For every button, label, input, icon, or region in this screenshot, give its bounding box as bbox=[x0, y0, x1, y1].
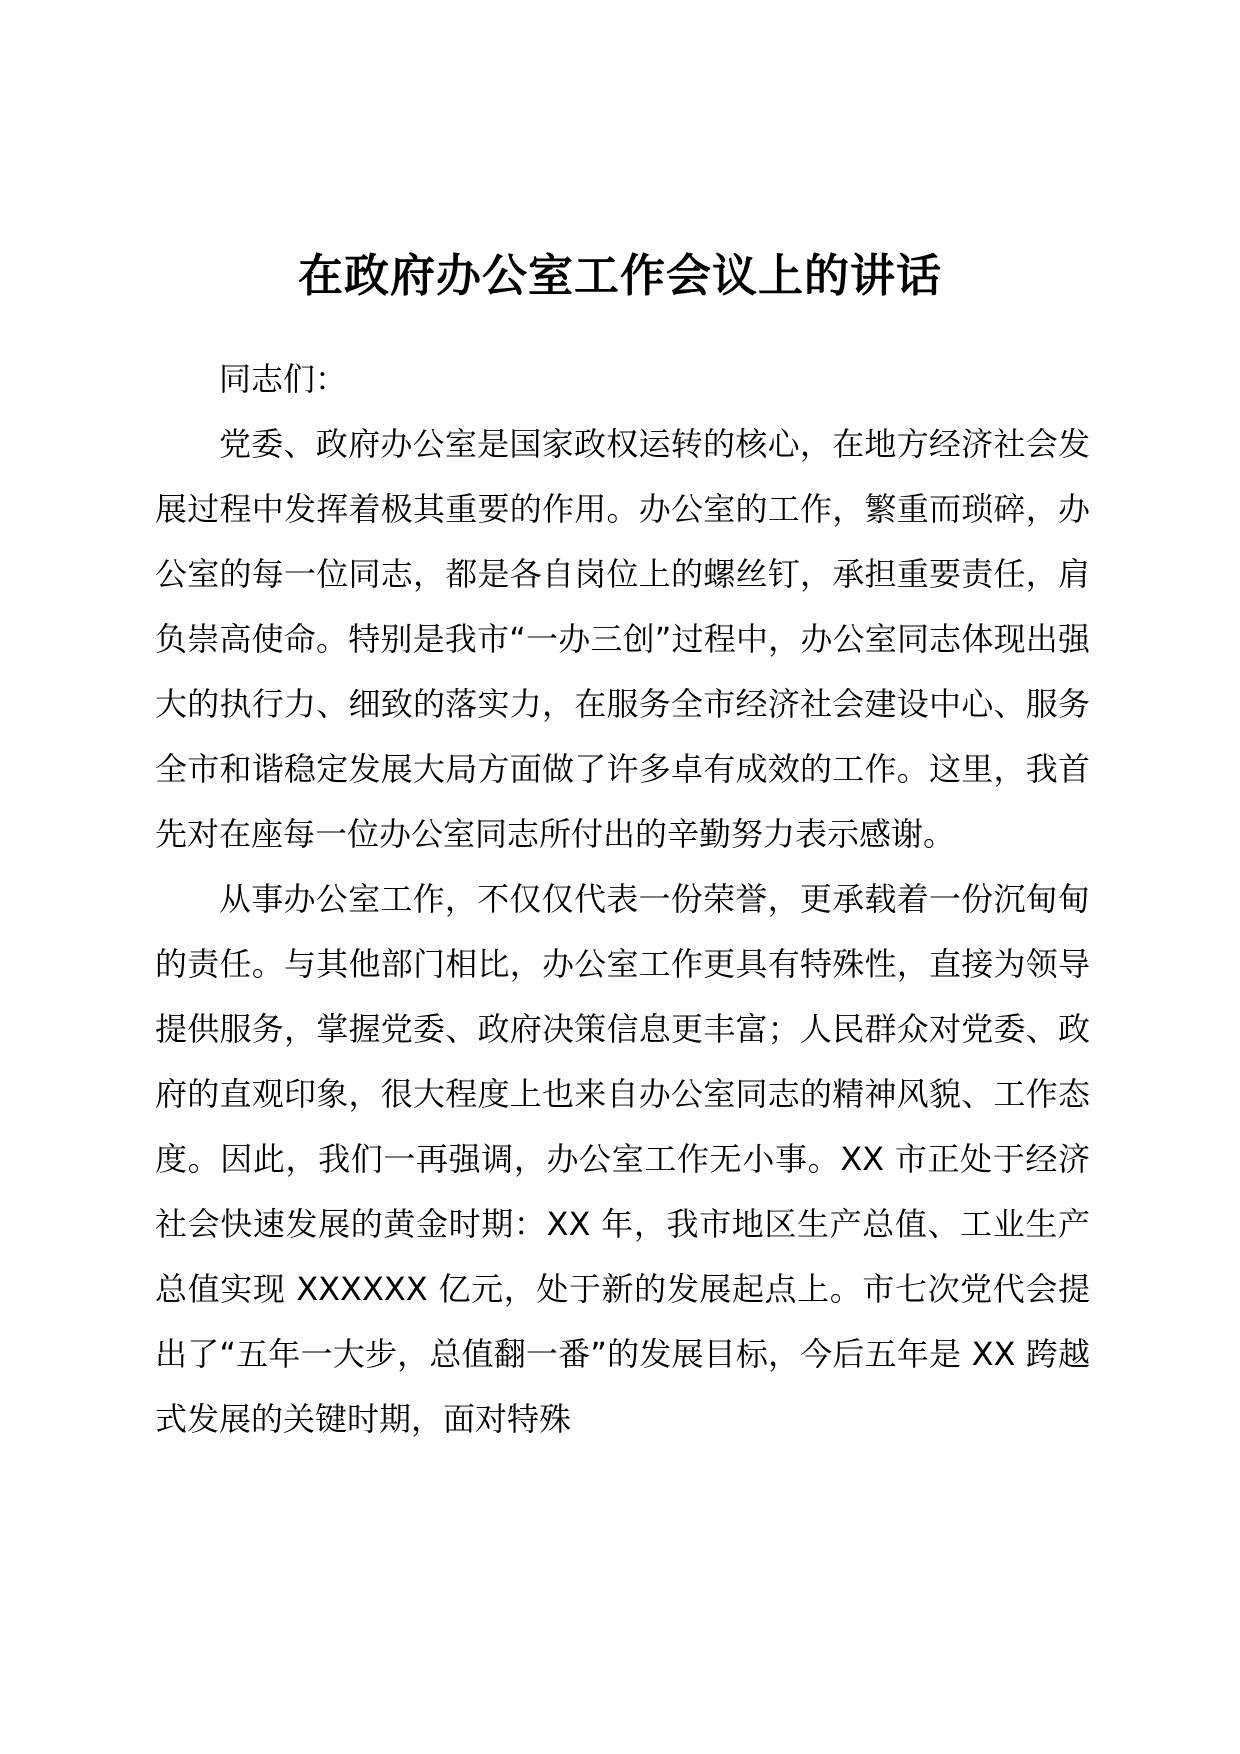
document-title: 在政府办公室工作会议上的讲话 bbox=[297, 249, 942, 302]
paragraph-1: 党委、政府办公室是国家政权运转的核心，在地方经济社会发展过程中发挥着极其重要的作用。办公室的工作，繁重而琐碎，办公室的每一位同志，都是各自岗位上的螺丝钉，承担重要责任，肩负崇高使命。特别是我市“一办三创”过程中，办公室同志体现出强大的执行力、细致的落实力，在服务全市经济社会建设中心、服务全市和谐稳定发展大局方面做了许多卓有成效的工作。这里，我首先对在座每一位办公室同志所付出的辛勤努力表示感谢。 bbox=[155, 425, 1090, 853]
salutation: 同志们： bbox=[219, 360, 348, 398]
document-body bbox=[155, 347, 1090, 1452]
paragraph-2: 从事办公室工作，不仅仅代表一份荣誉，更承载着一份沉甸甸的责任。与其他部门相比，办公室工作更具有特殊性，直接为领导提供服务，掌握党委、政府决策信息更丰富；人民群众对党委、政府的直观印象，很大程度上也来自办公室同志的精神风貌、工作态度。因此，我们一再强调，办公室工作无小事。XX 市正处于经济社会快速发展的黄金时期：XX 年，我市地区生产总值、工业生产总值实现 XXXXXX 亿元，处于新的发展起点上。市七次党代会提出了“五年一大步，总值翻一番”的发展目标，今后五年是 XX 跨越式发展的关键时期，面对特殊 bbox=[155, 880, 1090, 1438]
